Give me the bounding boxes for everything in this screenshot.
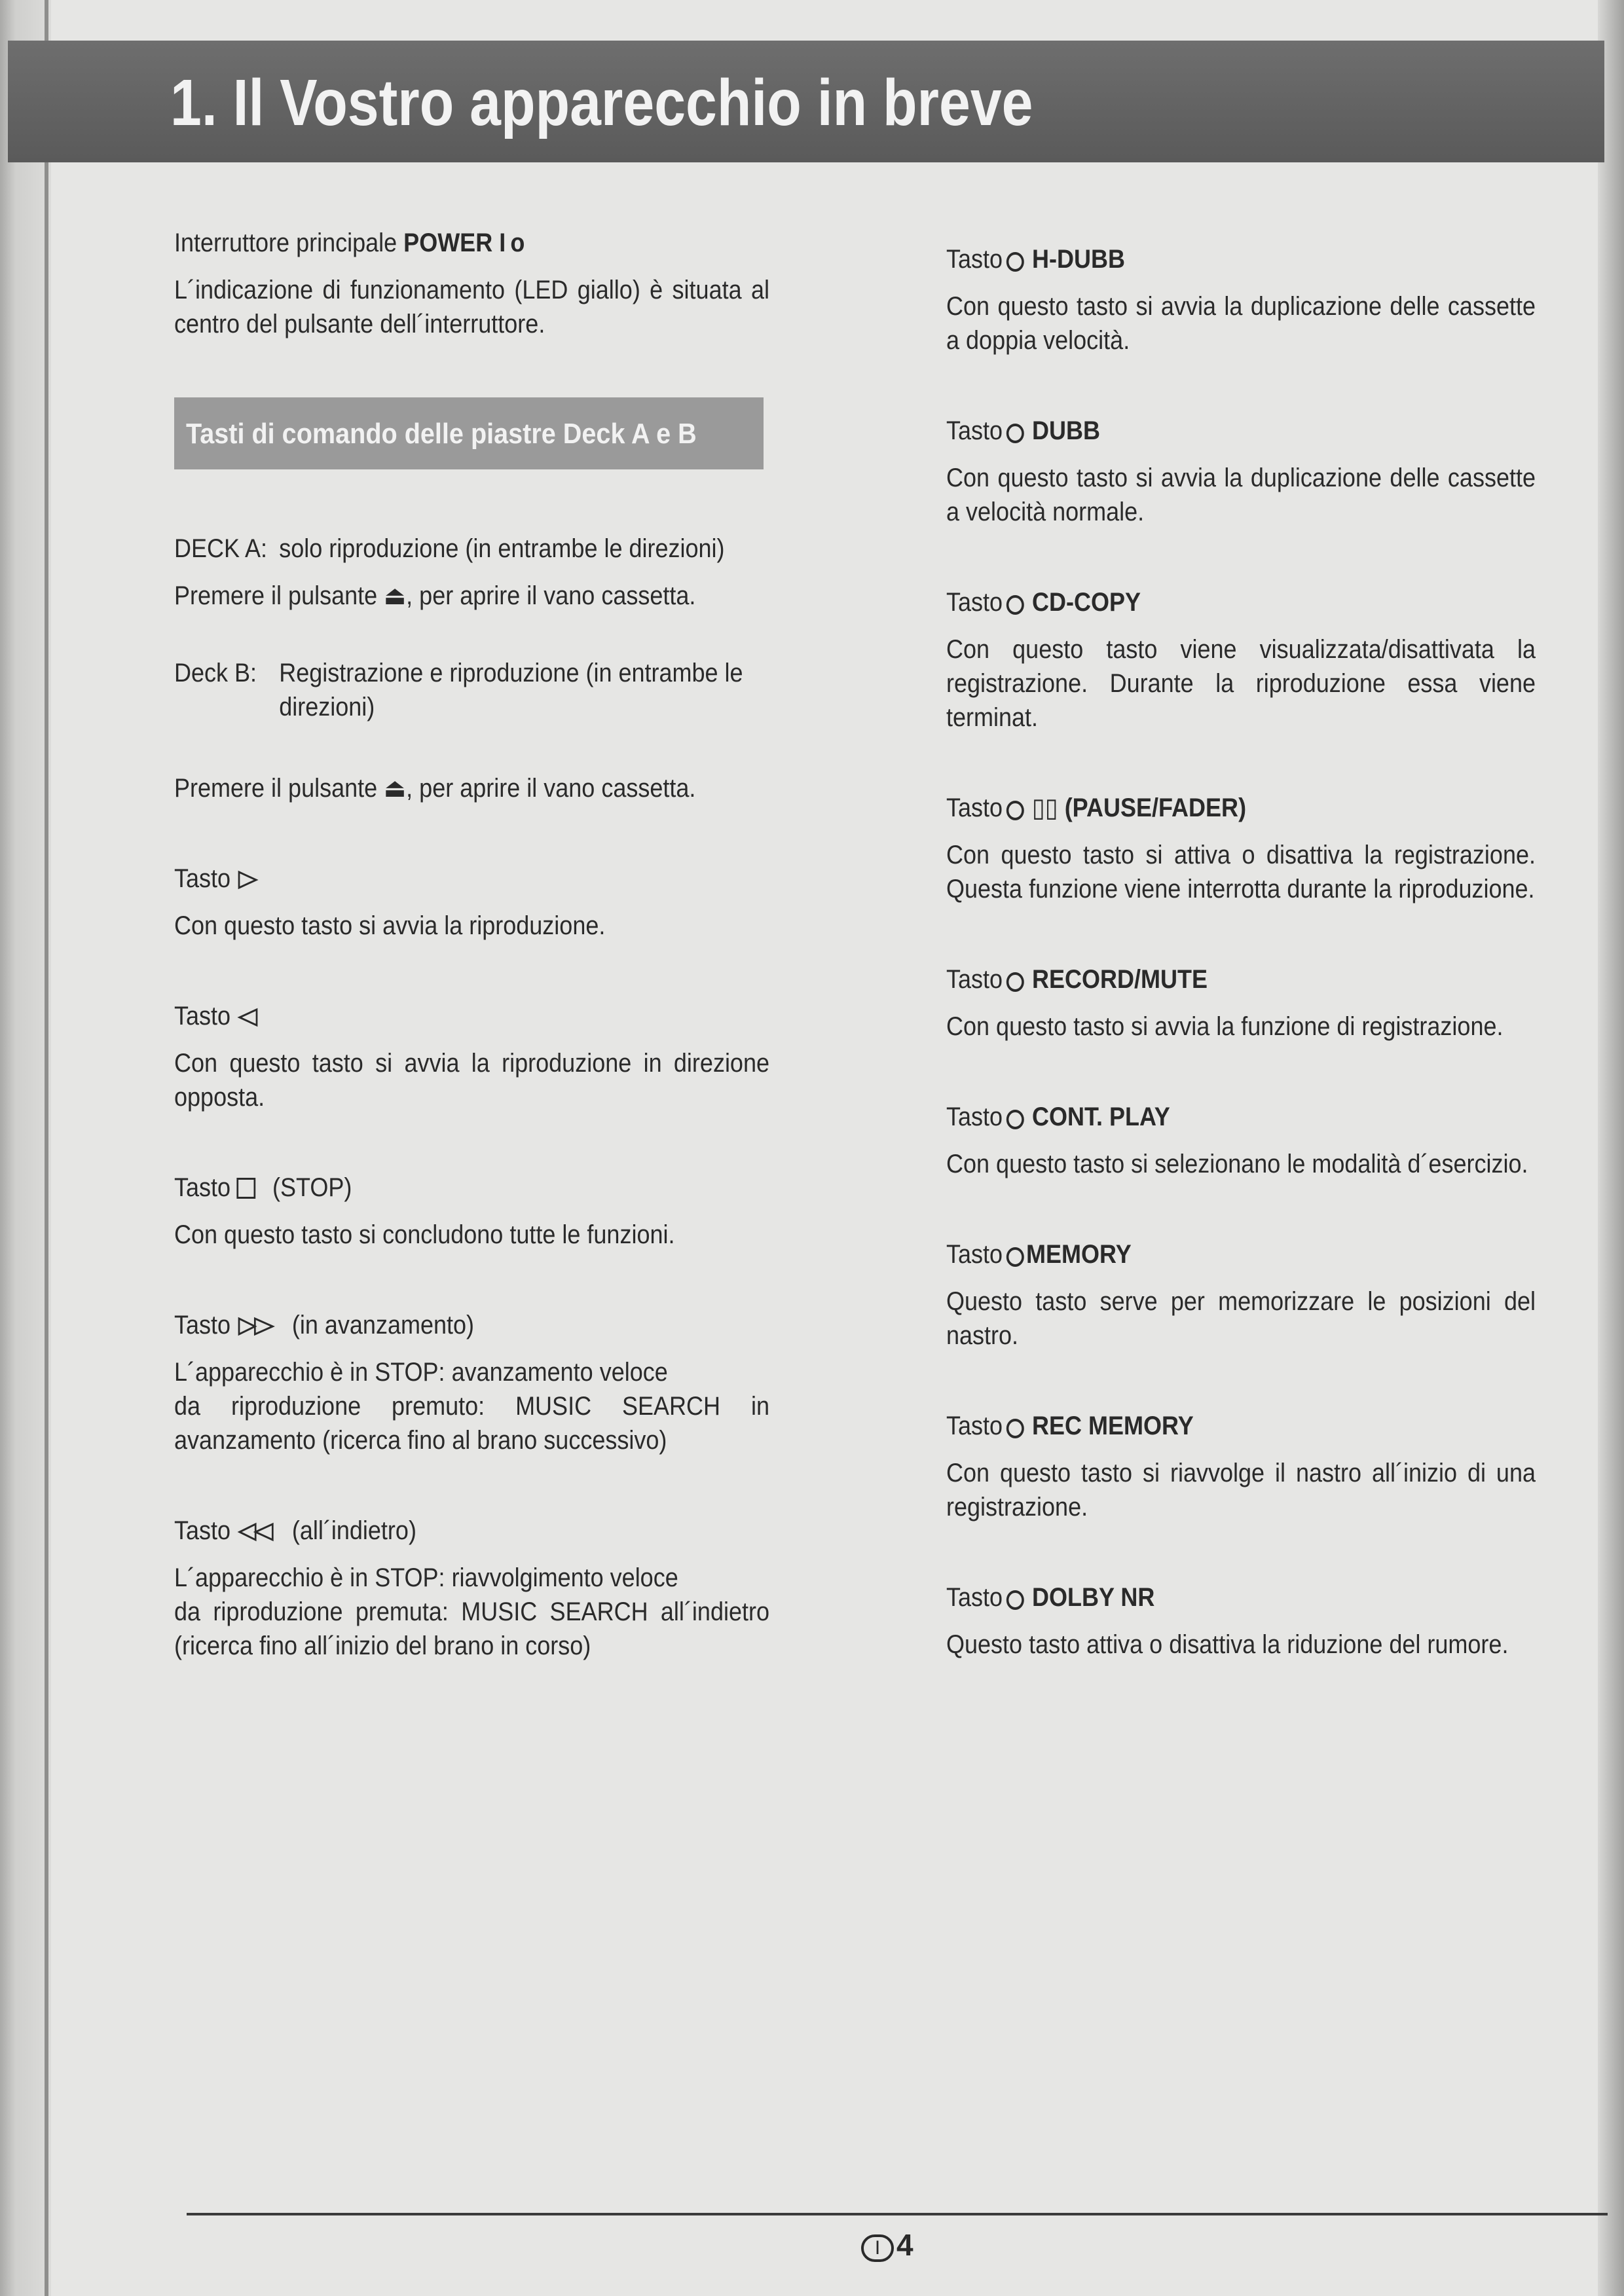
reverse-item	[174, 999, 769, 1114]
left-column	[174, 226, 769, 1719]
item-word: Tasto	[946, 793, 1003, 822]
rew-line1: L´apparecchio è in STOP: riavvolgimento veloce	[174, 1563, 678, 1592]
item-text: Con questo tasto si selezionano le modalità d´esercizio.	[946, 1150, 1528, 1178]
button-circle-icon	[1006, 252, 1024, 272]
stop-text: Con questo tasto si concludono tutte le funzioni.	[174, 1220, 675, 1249]
item-name: DUBB	[1032, 416, 1101, 445]
deck-b-eject	[174, 771, 769, 805]
button-circle-icon	[1006, 1590, 1024, 1610]
item-text: Con questo tasto si avvia la duplicazione delle cassette a doppia velocità.	[946, 292, 1536, 355]
reverse-word: Tasto	[174, 1002, 231, 1030]
item-text: Con questo tasto si riavvolge il nastro all´inizio di una registrazione.	[946, 1459, 1536, 1522]
stop-word: Tasto	[174, 1173, 231, 1202]
button-circle-icon	[1006, 972, 1024, 992]
item-name: CONT. PLAY	[1032, 1102, 1170, 1131]
item-word: Tasto	[946, 1583, 1003, 1612]
eject-icon: ⏏	[384, 774, 407, 803]
button-circle-icon	[1006, 595, 1024, 615]
power-item	[174, 226, 769, 341]
item-word: Tasto	[946, 245, 1003, 274]
deck-a-eject-before: Premere il pulsante	[174, 581, 378, 610]
right-item-rec-memory	[946, 1409, 1536, 1524]
button-circle-icon	[1006, 1110, 1024, 1129]
play-icon	[237, 870, 258, 890]
page-title: 1. Il Vostro apparecchio in breve	[170, 66, 1033, 139]
item-name: REC MEMORY	[1032, 1412, 1194, 1440]
button-circle-icon	[1006, 424, 1024, 443]
language-badge: I	[861, 2234, 894, 2262]
page-binding-line	[45, 0, 48, 2296]
button-circle-icon	[1006, 1247, 1024, 1267]
item-word: Tasto	[946, 1102, 1003, 1131]
play-word: Tasto	[174, 864, 231, 893]
item-word: Tasto	[946, 1412, 1003, 1440]
button-circle-icon	[1006, 801, 1024, 820]
deck-b-eject-after: , per aprire il vano cassetta.	[406, 774, 696, 803]
deck-a-text: solo riproduzione (in entrambe le direzioni)	[279, 534, 725, 563]
item-name: DOLBY NR	[1032, 1583, 1155, 1612]
deck-b-eject-before: Premere il pulsante	[174, 774, 378, 803]
deck-b-text: Registrazione e riproduzione (in entrambe le direzioni)	[279, 659, 743, 721]
item-text: Con questo tasto si avvia la funzione di registrazione.	[946, 1012, 1504, 1041]
deck-a-eject-after: , per aprire il vano cassetta.	[406, 581, 696, 610]
item-name: PAUSE/FADER	[1072, 793, 1239, 822]
right-column	[946, 226, 1536, 1718]
button-circle-icon	[1006, 1419, 1024, 1438]
right-item-dolby-nr	[946, 1580, 1536, 1662]
item-name: RECORD/MUTE	[1032, 965, 1208, 994]
ff-item	[174, 1308, 769, 1457]
item-word: Tasto	[946, 965, 1003, 994]
right-item-dubb	[946, 414, 1536, 529]
ff-line1: L´apparecchio è in STOP: avanzamento veloce	[174, 1358, 668, 1387]
item-text: Con questo tasto si avvia la duplicazione delle cassette a velocità normale.	[946, 464, 1536, 526]
deck-a-eject	[174, 579, 769, 613]
rewind-icon	[237, 1522, 275, 1542]
section-title: Tasti di comando delle piastre Deck A e B	[174, 397, 764, 469]
fast-forward-icon	[237, 1317, 275, 1336]
stop-name: (STOP)	[272, 1173, 352, 1202]
pause-icon: ▯▯	[1032, 793, 1058, 822]
ff-word: Tasto	[174, 1311, 231, 1339]
ff-line2: da riproduzione premuto: MUSIC SEARCH in avanzamento (ricerca fino al brano successivo)	[174, 1392, 769, 1455]
item-name: H-DUBB	[1032, 245, 1126, 274]
deck-a-label: DECK A:	[174, 534, 268, 563]
item-word: Tasto	[946, 588, 1003, 617]
page-number-value: 4	[896, 2228, 913, 2262]
right-item-cd-copy	[946, 585, 1536, 735]
deck-b-label: Deck B:	[174, 659, 257, 687]
power-text: L´indicazione di funzionamento (LED giallo) è situata al centro del pulsante dell´interruttore.	[174, 276, 769, 338]
item-word: Tasto	[946, 1240, 1003, 1269]
rew-name: (all´indietro)	[291, 1516, 416, 1545]
stop-icon	[236, 1178, 255, 1199]
page-right-edge	[1598, 0, 1624, 2296]
page-number	[861, 2227, 913, 2263]
item-text: Questo tasto attiva o disattiva la riduzione del rumore.	[946, 1630, 1509, 1659]
item-name: MEMORY	[1026, 1240, 1132, 1269]
eject-icon: ⏏	[384, 581, 407, 610]
deck-a-row	[174, 532, 769, 566]
play-item	[174, 862, 769, 943]
item-word: Tasto	[946, 416, 1003, 445]
right-item-memory	[946, 1237, 1536, 1353]
item-text: Con questo tasto si attiva o disattiva la registrazione. Questa funzione viene interrotta durante la riproduzione.	[946, 841, 1536, 903]
rew-line2: da riproduzione premuta: MUSIC SEARCH all´indietro (ricerca fino all´inizio del brano in corso)	[174, 1597, 769, 1660]
reverse-text: Con questo tasto si avvia la riproduzione in direzione opposta.	[174, 1049, 769, 1112]
rew-word: Tasto	[174, 1516, 231, 1545]
power-label: Interruttore principale	[174, 228, 397, 257]
stop-item	[174, 1171, 769, 1252]
item-text: Con questo tasto viene visualizzata/disattivata la registrazione. Durante la riproduzione essa viene terminat.	[946, 635, 1536, 732]
title-band	[8, 41, 1604, 162]
right-item-pause-fader: Tasto ▯▯ (PAUSE/FADER) Con questo tasto si attiva o disattiva la registrazione. Questa funzione viene interrotta durante la riproduzione.	[946, 791, 1536, 906]
footer-rule	[187, 2213, 1608, 2215]
right-item-h-dubb	[946, 242, 1536, 357]
item-name: CD-COPY	[1032, 588, 1141, 617]
reverse-play-icon	[237, 1008, 258, 1027]
power-name: POWER	[403, 228, 493, 257]
right-item-cont-play	[946, 1100, 1536, 1181]
page-binding-edge	[0, 0, 51, 2296]
right-item-record-mute	[946, 962, 1536, 1044]
rew-item	[174, 1514, 769, 1663]
deck-b-row	[174, 656, 769, 724]
play-text: Con questo tasto si avvia la riproduzione.	[174, 911, 606, 940]
ff-name: (in avanzamento)	[291, 1311, 475, 1339]
power-symbol: I o	[499, 228, 525, 257]
item-text: Questo tasto serve per memorizzare le posizioni del nastro.	[946, 1287, 1536, 1350]
